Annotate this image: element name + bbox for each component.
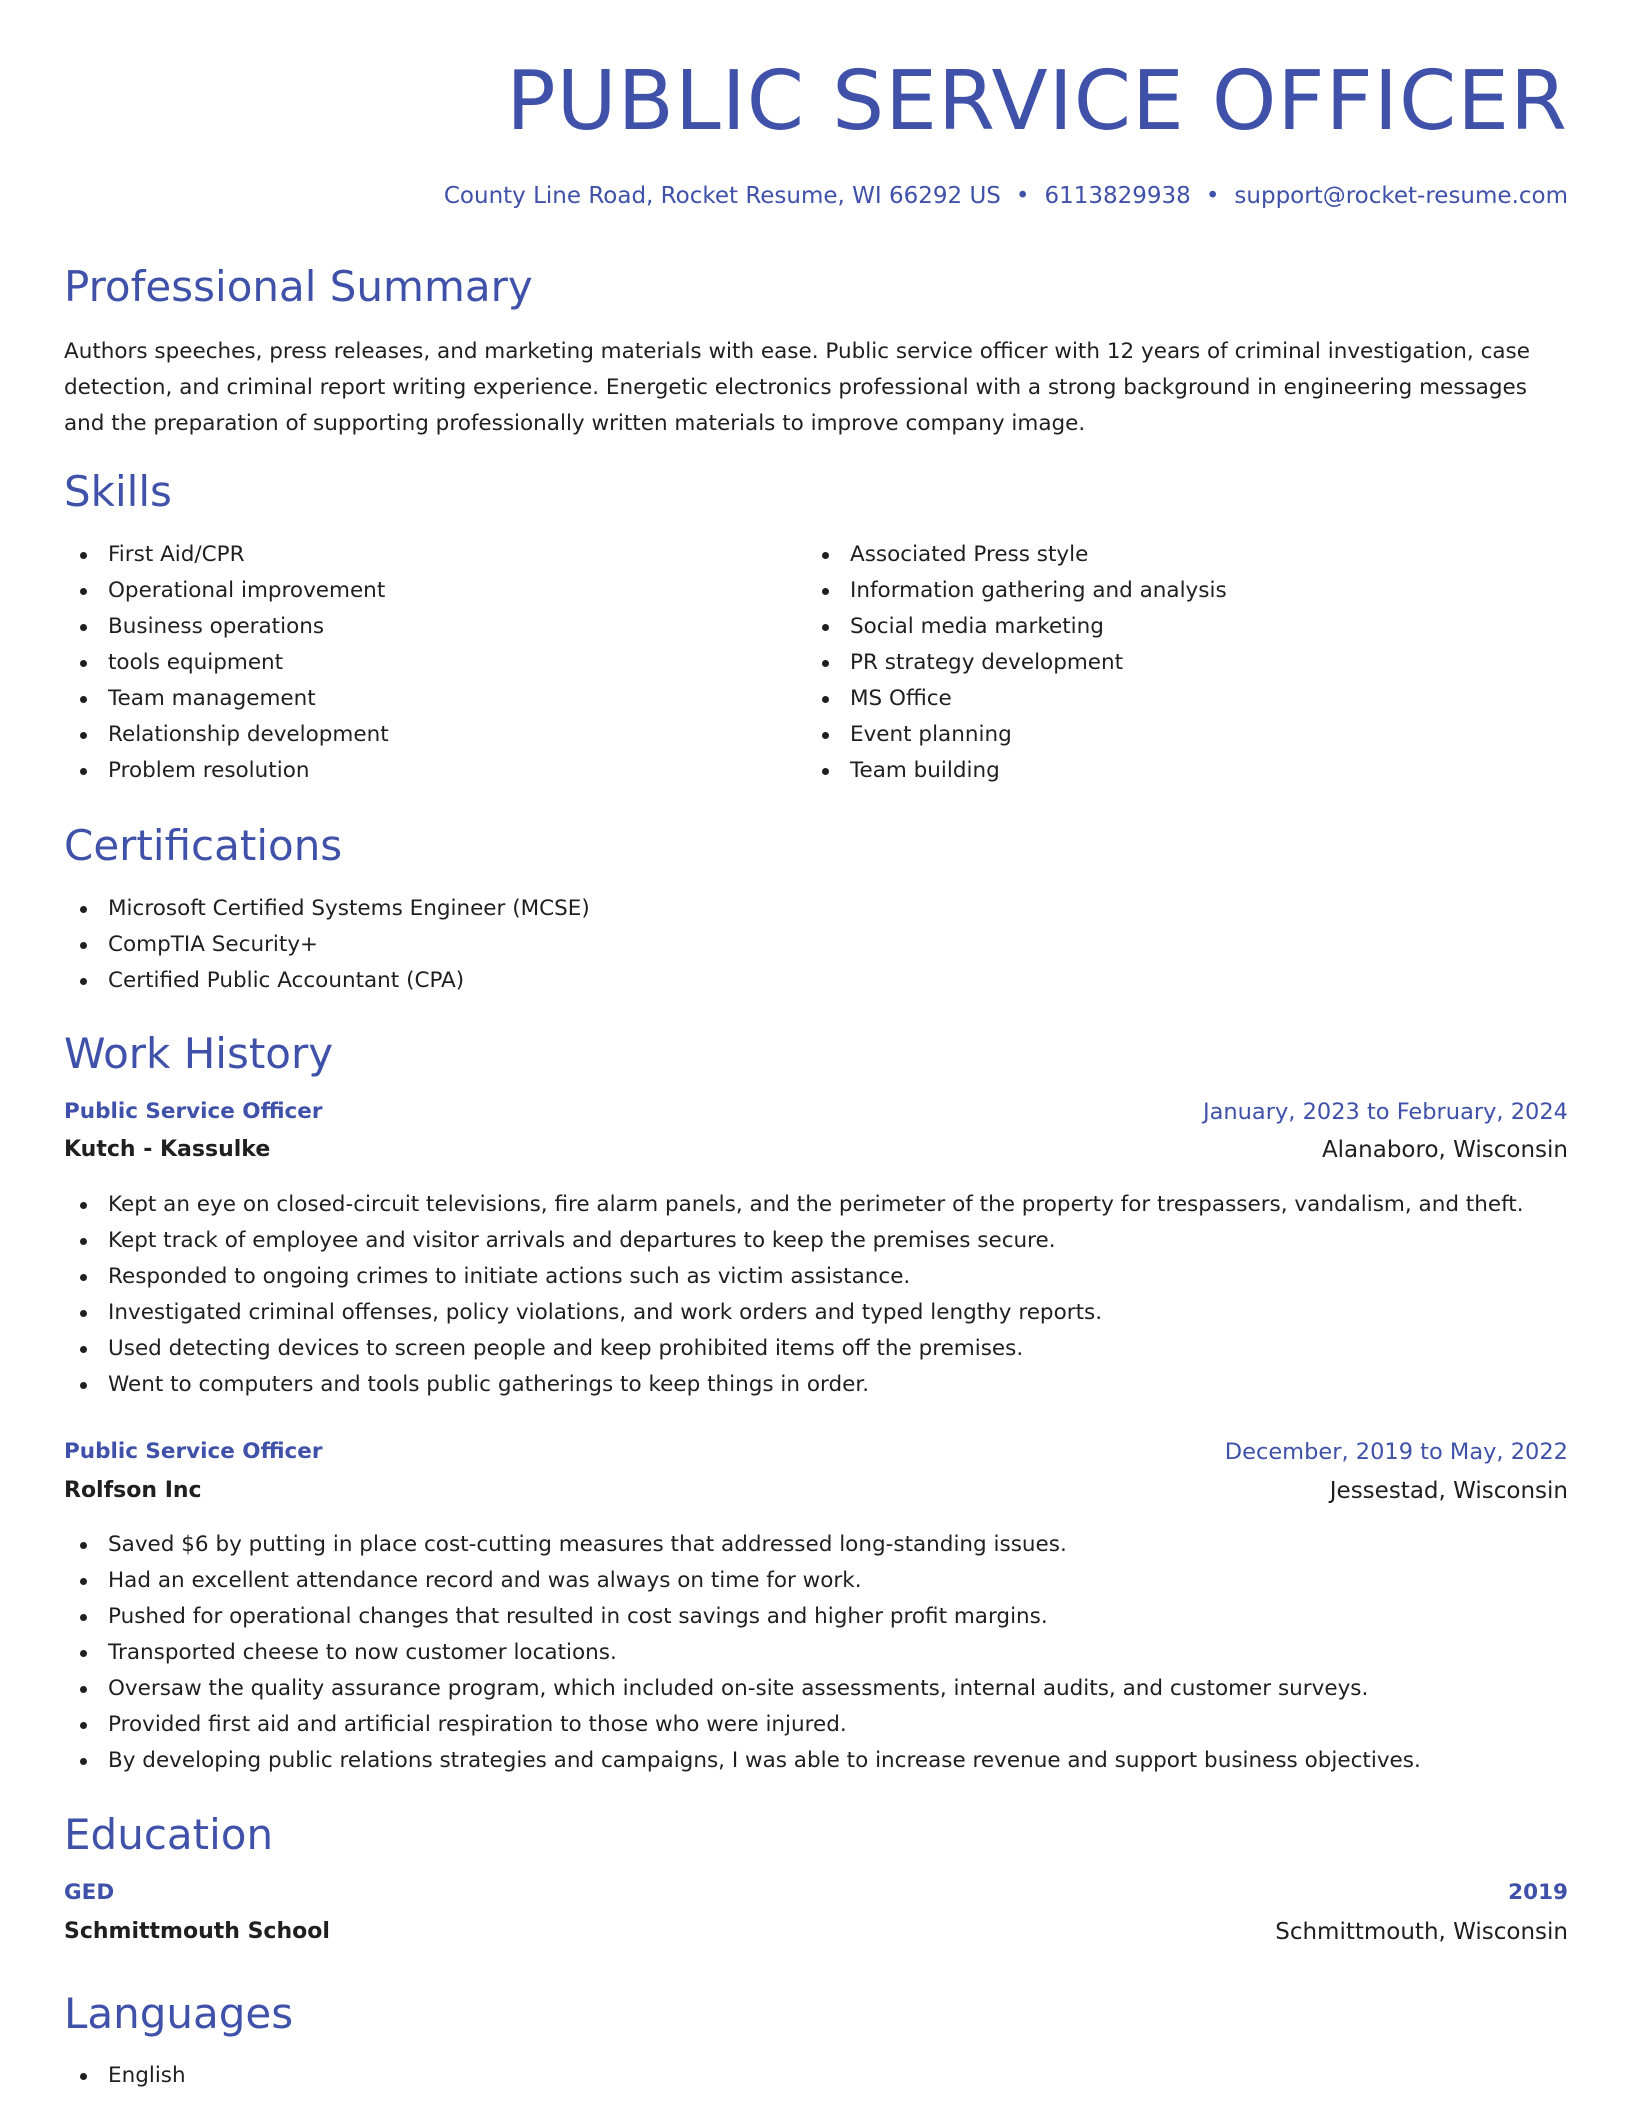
certifications-list	[64, 891, 590, 999]
list-item: Pushed for operational changes that resulted in cost savings and higher profit margins.	[64, 1599, 1421, 1635]
list-item: Problem resolution	[64, 753, 389, 789]
school-location: Schmittmouth, Wisconsin	[1275, 1919, 1568, 1945]
list-item: English	[64, 2058, 186, 2094]
list-item: Business operations	[64, 609, 389, 645]
list-item: Certified Public Accountant (CPA)	[64, 963, 590, 999]
list-item: Social media marketing	[806, 609, 1227, 645]
list-item: Kept an eye on closed-circuit televisions, fire alarm panels, and the perimeter of the property for trespassers, vandalism, and theft.	[64, 1187, 1524, 1223]
languages-list	[64, 2058, 186, 2094]
job-company-row	[64, 1473, 1568, 1509]
list-item: Information gathering and analysis	[806, 573, 1227, 609]
graduation-year: 2019	[1508, 1880, 1568, 1905]
list-item: Relationship development	[64, 717, 389, 753]
job-dates: January, 2023 to February, 2024	[1202, 1099, 1568, 1125]
list-item: Saved $6 by putting in place cost-cutting measures that addressed long-standing issues.	[64, 1527, 1421, 1563]
list-item: Transported cheese to now customer locations.	[64, 1635, 1421, 1671]
list-item: Kept track of employee and visitor arrivals and departures to keep the premises secure.	[64, 1223, 1524, 1259]
job-location: Jessestad, Wisconsin	[1329, 1478, 1568, 1504]
list-item: Associated Press style	[806, 537, 1227, 573]
summary-text: Authors speeches, press releases, and marketing materials with ease. Public service officer with 12 years of criminal investigation, case detection, and criminal report writing experience. Energetic electronics professional with a strong background in engineering messages and the preparation of supporting professionally written materials to improve company image.	[64, 339, 1530, 436]
education-header	[64, 1875, 1568, 1911]
list-item: Team building	[806, 753, 1227, 789]
candidate-name: PUBLIC SERVICE OFFICER	[506, 54, 1568, 149]
skills-list-left	[64, 537, 389, 789]
job-location: Alanaboro, Wisconsin	[1321, 1137, 1568, 1163]
list-item: Provided first aid and artificial respiration to those who were injured.	[64, 1707, 1421, 1743]
job-company: Kutch - Kassulke	[64, 1137, 271, 1162]
list-item: Had an excellent attendance record and was always on time for work.	[64, 1563, 1421, 1599]
education-school-row	[64, 1914, 1568, 1950]
list-item: MS Office	[806, 681, 1227, 717]
list-item: Microsoft Certified Systems Engineer (MCSE)	[64, 891, 590, 927]
separator-dot: •	[1205, 183, 1220, 209]
list-item: CompTIA Security+	[64, 927, 590, 963]
list-item: Oversaw the quality assurance program, which included on-site assessments, internal audits, and customer surveys.	[64, 1671, 1421, 1707]
list-item: tools equipment	[64, 645, 389, 681]
list-item: Team management	[64, 681, 389, 717]
section-title-work-history: Work History	[64, 1029, 334, 1078]
list-item: Used detecting devices to screen people and keep prohibited items off the premises.	[64, 1331, 1524, 1367]
email: support@rocket-resume.com	[1234, 183, 1568, 209]
school-name: Schmittmouth School	[64, 1919, 330, 1944]
section-title-summary: Professional Summary	[64, 262, 533, 311]
list-item: By developing public relations strategies and campaigns, I was able to increase revenue and support business objectives.	[64, 1743, 1421, 1779]
job-company: Rolfson Inc	[64, 1478, 202, 1503]
list-item: Investigated criminal offenses, policy violations, and work orders and typed lengthy reports.	[64, 1295, 1524, 1331]
job-title: Public Service Officer	[64, 1439, 323, 1464]
address: County Line Road, Rocket Resume, WI 66292 US	[443, 183, 1001, 209]
job-header	[64, 1094, 1568, 1130]
contact-line	[444, 180, 1568, 212]
section-title-languages: Languages	[64, 1989, 294, 2038]
job-company-row	[64, 1132, 1568, 1168]
section-title-education: Education	[64, 1810, 274, 1859]
list-item: First Aid/CPR	[64, 537, 389, 573]
separator-dot: •	[1015, 183, 1030, 209]
degree: GED	[64, 1880, 115, 1905]
job-bullets	[64, 1187, 1524, 1403]
job-dates: December, 2019 to May, 2022	[1224, 1439, 1568, 1465]
job-header	[64, 1434, 1568, 1470]
list-item: Event planning	[806, 717, 1227, 753]
job-title: Public Service Officer	[64, 1099, 323, 1124]
section-title-skills: Skills	[64, 467, 172, 516]
list-item: PR strategy development	[806, 645, 1227, 681]
section-title-certifications: Certifications	[64, 821, 343, 870]
list-item: Responded to ongoing crimes to initiate actions such as victim assistance.	[64, 1259, 1524, 1295]
phone: 6113829938	[1044, 183, 1191, 209]
list-item: Operational improvement	[64, 573, 389, 609]
list-item: Went to computers and tools public gatherings to keep things in order.	[64, 1367, 1524, 1403]
job-bullets	[64, 1527, 1421, 1779]
skills-list-right	[806, 537, 1227, 789]
